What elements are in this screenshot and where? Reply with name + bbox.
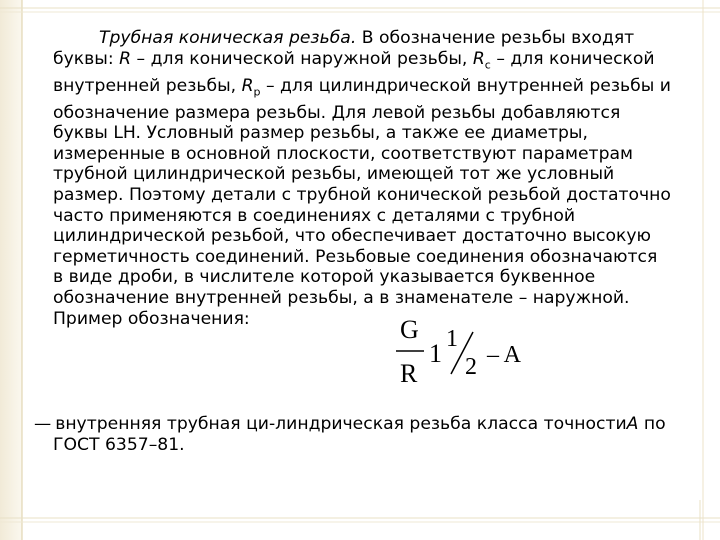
sidebar-decoration — [0, 0, 26, 540]
thread-designation-formula — [393, 316, 543, 386]
formula-whole: 1 — [429, 339, 442, 368]
formula-description: — внутренняя трубная ци-линдрическая резьба класса точностиA по ГОСТ 6357–81. — [34, 414, 666, 455]
formula-small-denominator: 2 — [465, 354, 477, 380]
formula-small-numerator: 1 — [446, 326, 458, 352]
right-decoration — [700, 0, 706, 540]
formula-denominator: R — [400, 359, 418, 386]
bottom-decoration — [0, 500, 720, 540]
paragraph-title: Трубная коническая резьба. — [99, 28, 357, 48]
formula-numerator: G — [400, 316, 419, 344]
gost-reference: ГОСТ 6357–81. — [53, 434, 185, 455]
body-paragraph: Трубная коническая резьба. В обозначение резьбы входят буквы: R – для конической наружной резьбы, $R_c$ – для конической внутренней резьбы, $R_p$ – для цилиндрической внутренней резьбы и обозначение размера резьбы. Для левой резьбы добавляются буквы LH. Условный размер резьбы, а также ее диаметры, измеренные в основной плоскости, соответствуют параметрам трубной цилиндрической резьбы, имеющей тот же условный размер. Поэтому детали с трубной конической резьбой достаточно часто применяются в соединениях с деталями с трубной цилиндрической резьбой, что обеспечивает достаточно высокую герметичность соединений. Резьбовые соединения обозначаются в виде дроби, в числителе которой указывается буквенное обозначение внутренней резьбы, а в знаменателе – наружной. Пример обозначения: — [53, 28, 671, 329]
example-label: Пример обозначения: — [53, 308, 250, 329]
formula-suffix: – A — [487, 342, 522, 368]
dash-bullet: — — [34, 414, 52, 434]
